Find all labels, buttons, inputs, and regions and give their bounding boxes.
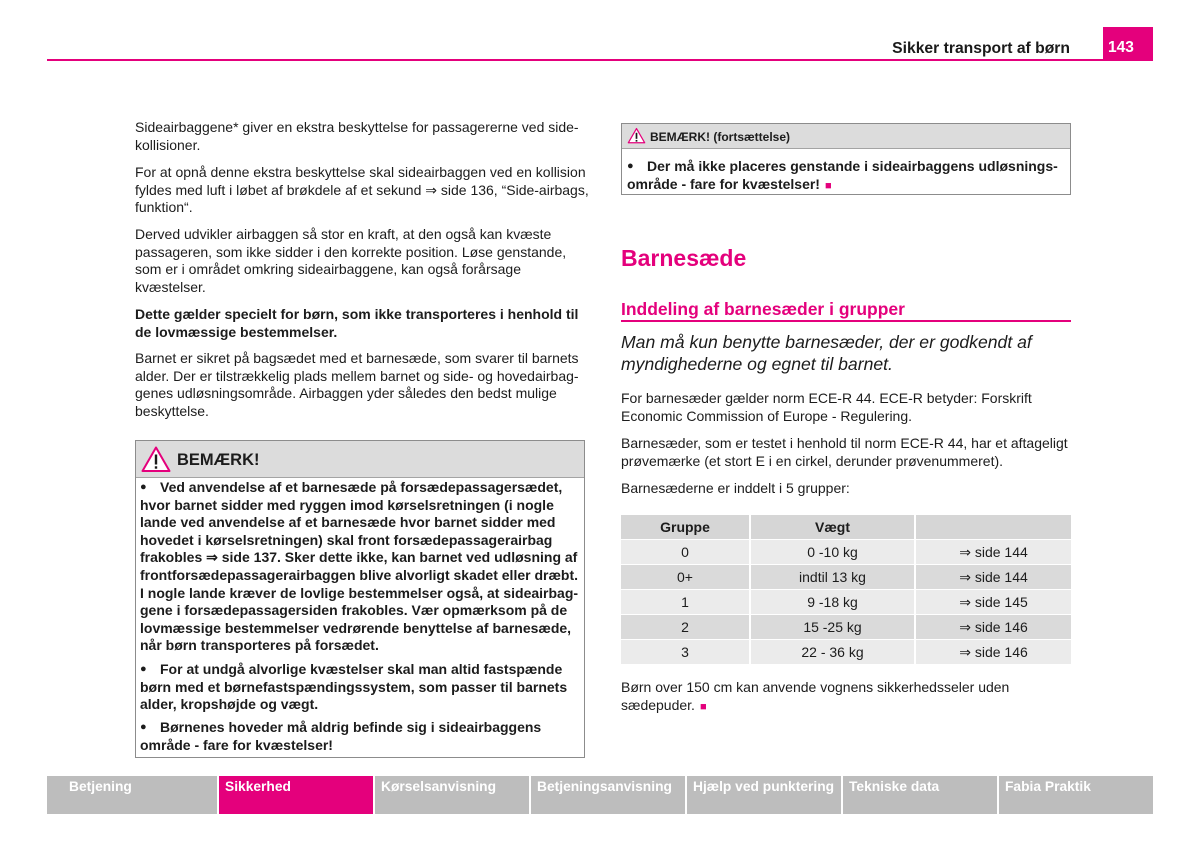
- text-line: For barnesæder gælder norm ECE-R 44. ECE-R betyder: Forskrift: [621, 390, 1032, 406]
- text: område - fare for kvæstelser!: [627, 175, 820, 192]
- warning-triangle-icon: [141, 445, 171, 473]
- warning-box: [135, 440, 585, 758]
- text-line: lande ved anvendelse af et barnesæde hvor barnet sidder med: [140, 514, 556, 531]
- text-line: fyldes med luft i løbet af brøkdele af et sekund ⇒ side 136, “Side-airbags,: [135, 181, 589, 198]
- text: Børnenes hoveder må aldrig befinde sig i sideairbaggens: [160, 719, 542, 735]
- table-cell: ⇒ side 145: [916, 590, 1071, 615]
- nav-tab-tekniske-data[interactable]: Tekniske data: [843, 776, 997, 814]
- nav-tab-betjeningsanvisning[interactable]: Betjeningsanvisning: [531, 776, 685, 814]
- table-header-row: [621, 515, 1071, 540]
- text-line: børn med et børnefastspændingssystem, som passer til barnets: [140, 678, 568, 695]
- page-number: 143: [1103, 27, 1153, 61]
- text-line: funktion“.: [135, 199, 193, 216]
- warning-item: [140, 661, 567, 714]
- running-header-title: Sikker transport af børn: [892, 40, 1070, 57]
- table-cell: 2: [621, 615, 751, 640]
- text-line: Sideairbaggene* giver en ekstra beskyttelse for passagererne ved side-: [135, 119, 579, 135]
- warning-item: [140, 479, 578, 655]
- text-line: myndighederne og egnet til barnet.: [621, 353, 893, 374]
- text-line: beskyttelse.: [135, 402, 209, 419]
- warning-title: BEMÆRK!: [177, 451, 260, 469]
- table-header-cell: Vægt: [751, 515, 916, 540]
- text-line: alder, kropshøjde og vægt.: [140, 696, 319, 713]
- paragraph-children-emphasis: [135, 306, 578, 341]
- child-seat-groups-table: [621, 515, 1071, 665]
- text: Der må ikke placeres genstande i sideairbaggens udløsnings-: [647, 158, 1058, 174]
- paragraph-inflation: [135, 164, 589, 217]
- nav-tab-korselsanvisning[interactable]: Kørselsanvisning: [375, 776, 529, 814]
- table-row: [621, 540, 1071, 565]
- text-line: hvor barnet sidder med ryggen imod kørselsretningen (i nogle: [140, 496, 554, 513]
- table-header-cell: [916, 515, 1071, 540]
- paragraph-force: [135, 226, 566, 296]
- text-line: Economic Commission of Europe - Regulering.: [621, 407, 913, 424]
- bullet: ●: [140, 663, 147, 675]
- text-line: prøvemærke (et stort E i en cirkel, derunder prøvenummeret).: [621, 452, 1004, 469]
- text: sædepuder.: [621, 696, 695, 713]
- table-row: [621, 640, 1071, 665]
- text-line: som er i området omkring sideairbaggene, kan også forårsage: [135, 261, 521, 278]
- text-line: de lovmæssige bestemmelser.: [135, 323, 338, 340]
- end-mark: ■: [699, 700, 707, 713]
- text-line: [621, 697, 1009, 715]
- text-line: [140, 479, 578, 497]
- warning-box-continued: [621, 123, 1071, 195]
- paragraph-side-airbag-protection: [135, 119, 579, 154]
- text-line: [140, 661, 567, 679]
- text-line: For at opnå denne ekstra beskyttelse skal sideairbaggen ved en kollision: [135, 164, 586, 180]
- intro-text: [621, 332, 1032, 375]
- warning-item: [627, 158, 1058, 193]
- table-row: [621, 590, 1071, 615]
- warning-title: BEMÆRK! (fortsættelse): [650, 129, 791, 144]
- paragraph-seatbelts: [621, 679, 1009, 714]
- table-cell: 22 - 36 kg: [751, 640, 916, 665]
- paragraph-norm: [621, 390, 1032, 425]
- text-line: alder. Der er tilstrækkelig plads mellem barnet og side- og hovedairbag-: [135, 367, 579, 384]
- table-cell: 0 -10 kg: [751, 540, 916, 565]
- text-line: Barnet er sikret på bagsædet med et barnesæde, som svarer til barnets: [135, 350, 579, 366]
- bottom-chapter-nav: [47, 776, 1153, 814]
- table-cell: 0+: [621, 565, 751, 590]
- bullet: ●: [627, 160, 634, 172]
- paragraph-rear-seat: [135, 350, 579, 420]
- text: Ved anvendelse af et barnesæde på forsædepassagersædet,: [160, 479, 563, 495]
- text-line: område - fare for kvæstelser!: [140, 736, 333, 753]
- table-cell: ⇒ side 144: [916, 540, 1071, 565]
- table-cell: 3: [621, 640, 751, 665]
- table-cell: 9 -18 kg: [751, 590, 916, 615]
- bullet: ●: [140, 481, 147, 493]
- text-line: Dette gælder specielt for børn, som ikke transporteres i henhold til: [135, 306, 579, 322]
- table-cell: 1: [621, 590, 751, 615]
- text-line: gene i forsædepassagersiden frakobles. Vær opmærksom på de: [140, 602, 568, 619]
- text-line: lovmæssige bestemmelser vedrørende benyttelse af barnesæde,: [140, 619, 572, 636]
- table-cell: 15 -25 kg: [751, 615, 916, 640]
- warning-triangle-icon: [627, 127, 646, 144]
- nav-tab-betjening[interactable]: Betjening: [47, 776, 217, 814]
- text-line: Barnesæder, som er testet i henhold til norm ECE-R 44, har et aftageligt: [621, 435, 1068, 451]
- text-line: kollisioner.: [135, 136, 201, 153]
- text-line: genes udløsningsområde. Airbaggen yder således den bedst mulige: [135, 385, 557, 402]
- warning-header: [622, 124, 1070, 149]
- nav-tab-sikkerhed[interactable]: Sikkerhed: [219, 776, 373, 814]
- warning-item: [140, 719, 541, 754]
- table-row: [621, 565, 1071, 590]
- text-line: kvæstelser.: [135, 278, 206, 295]
- text-line: Barnesæderne er inddelt i 5 grupper:: [621, 480, 850, 496]
- text-line: Man må kun benytte barnesæder, der er godkendt af: [621, 332, 1032, 352]
- text: For at undgå alvorlige kvæstelser skal man altid fastspænde: [160, 661, 563, 677]
- table-row: [621, 615, 1071, 640]
- table-cell: ⇒ side 146: [916, 615, 1071, 640]
- warning-header: [136, 441, 584, 478]
- section-heading: Barnesæde: [621, 245, 747, 271]
- text-line: hovedet i kørselsretningen) skal front forsædepassagerairbag: [140, 531, 553, 548]
- table-cell: 0: [621, 540, 751, 565]
- header-rule: [47, 59, 1153, 61]
- paragraph-groups: [621, 480, 850, 498]
- table-cell: ⇒ side 146: [916, 640, 1071, 665]
- text-line: Derved udvikler airbaggen så stor en kraft, at den også kan kvæste: [135, 226, 552, 242]
- bullet: ●: [140, 721, 147, 733]
- text-line: frakobles ⇒ side 137. Sker dette ikke, kan barnet ved udløsning af: [140, 549, 578, 566]
- table-header-cell: Gruppe: [621, 515, 751, 540]
- text-line: [627, 158, 1058, 176]
- text-line: når børn transporteres på forsædet.: [140, 637, 379, 654]
- text-line: passageren, som ikke sidder i den korrekte position. Løse genstande,: [135, 243, 567, 260]
- nav-tab-hjaelp-ved-punktering[interactable]: Hjælp ved punktering: [687, 776, 841, 814]
- text-line: [140, 719, 541, 737]
- subsection-heading: Inddeling af barnesæder i grupper: [621, 298, 1071, 322]
- table-cell: ⇒ side 144: [916, 565, 1071, 590]
- text-line: [627, 176, 1058, 194]
- text-line: I nogle lande kræver de lovlige bestemmelser også, at sideairbag-: [140, 584, 579, 601]
- text-line: Børn over 150 cm kan anvende vognens sikkerhedsseler uden: [621, 679, 1010, 695]
- text-line: frontforsædepassagerairbaggen blive alvorligt skadet eller dræbt.: [140, 566, 579, 583]
- nav-tab-fabia-praktik[interactable]: Fabia Praktik: [999, 776, 1153, 814]
- table-cell: indtil 13 kg: [751, 565, 916, 590]
- end-mark: ■: [824, 179, 832, 192]
- paragraph-test-mark: [621, 435, 1068, 470]
